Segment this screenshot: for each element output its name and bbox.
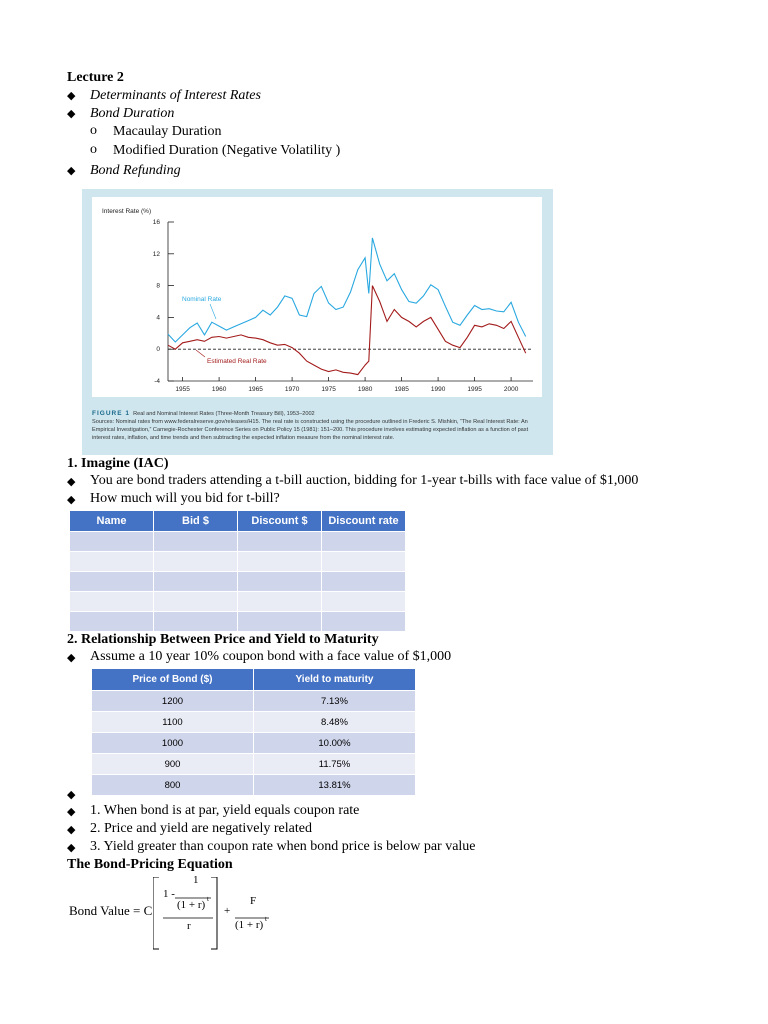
- equation-exponent: t: [207, 895, 209, 903]
- equation-one-minus: 1 -: [163, 888, 175, 900]
- col-price: Price of Bond ($): [92, 669, 254, 691]
- table-cell[interactable]: [238, 612, 322, 632]
- circle-bullet-icon: o: [90, 142, 97, 157]
- x-tick-label: 1995: [467, 386, 482, 393]
- table-cell[interactable]: [322, 532, 406, 552]
- price-yield-header: [92, 669, 416, 691]
- x-tick-label: 1970: [284, 386, 300, 393]
- yield-cell: 8.48%: [254, 712, 416, 733]
- table-row: [92, 691, 416, 712]
- col-bid: Bid $: [154, 511, 238, 532]
- topic-bond-duration: Bond Duration: [90, 106, 175, 121]
- table-cell[interactable]: [238, 572, 322, 592]
- table-cell[interactable]: [70, 552, 154, 572]
- diamond-bullet-icon: ◆: [67, 842, 76, 854]
- figure-label: FIGURE 1: [92, 410, 130, 417]
- table-cell[interactable]: [322, 552, 406, 572]
- y-axis-label: Interest Rate (%): [102, 208, 152, 215]
- col-discount: Discount $: [238, 511, 322, 532]
- table-cell[interactable]: [154, 572, 238, 592]
- point-1: 1. When bond is at par, yield equals coupon rate: [90, 803, 360, 818]
- table-cell[interactable]: [238, 592, 322, 612]
- table-cell[interactable]: [154, 552, 238, 572]
- diamond-bullet-icon: ◆: [67, 165, 76, 177]
- price-cell: 1200: [92, 691, 254, 712]
- y-tick-label: 0: [156, 346, 160, 354]
- price-cell: 800: [92, 775, 254, 796]
- figure-caption: [92, 410, 544, 442]
- x-tick-label: 1975: [321, 386, 336, 393]
- y-tick-label: -4: [154, 378, 160, 385]
- circle-bullet-icon: o: [90, 123, 97, 138]
- figure-title: Real and Nominal Interest Rates (Three-Month Treasury Bill), 1953–2002: [133, 411, 315, 417]
- equation-denominator-2: (1 + r): [235, 919, 264, 931]
- diamond-bullet-icon: ◆: [67, 494, 76, 506]
- price-cell: 1100: [92, 712, 254, 733]
- col-name: Name: [70, 511, 154, 532]
- table-cell[interactable]: [238, 552, 322, 572]
- figure-sources: Sources: Nominal rates from www.federalreserve.gov/releases/H15. The real rate is constructed using the procedure outlined in Frederic S. Mishkin, “The Real Interest Rate: An Empirical Investigation,” Carnegie-Rochester Conference Series on Public Policy 15 (1981): 151–200. This procedure involves estimating expected inflation as a function of past interest rates, inflation, and time trends and then subtracting the expected inflation measure from the nominal interest rate.: [92, 419, 529, 441]
- table-row: [70, 572, 406, 592]
- section2-heading: 2. Relationship Between Price and Yield to Maturity: [67, 632, 379, 647]
- y-tick-label: 4: [156, 314, 160, 322]
- nominal-rate-line: [168, 238, 526, 342]
- table-cell[interactable]: [70, 572, 154, 592]
- x-tick-label: 1955: [175, 386, 190, 393]
- table-cell[interactable]: [70, 592, 154, 612]
- table-row: [92, 712, 416, 733]
- subtopic-macaulay: Macaulay Duration: [113, 124, 222, 139]
- equation-r: r: [187, 920, 191, 932]
- nominal-rate-label: Nominal Rate: [182, 296, 222, 303]
- equation-F: F: [250, 895, 257, 907]
- table-row: [70, 532, 406, 552]
- price-cell: 1000: [92, 733, 254, 754]
- table-cell[interactable]: [322, 572, 406, 592]
- page-title: Lecture 2: [67, 70, 124, 85]
- topic-bond-refunding: Bond Refunding: [90, 163, 181, 178]
- equation-denominator: (1 + r): [177, 899, 206, 911]
- table-row: [92, 733, 416, 754]
- table-row: [70, 612, 406, 632]
- real-rate-label: Estimated Real Rate: [207, 358, 267, 365]
- table-row: [92, 775, 416, 796]
- y-tick-label: 8: [156, 282, 160, 290]
- real-rate-leader: [196, 350, 205, 357]
- x-tick-label: 1985: [394, 386, 409, 393]
- diamond-bullet-icon: ◆: [67, 108, 76, 120]
- point-3: 3. Yield greater than coupon rate when bond price is below par value: [90, 839, 476, 854]
- x-tick-label: 1990: [430, 386, 446, 393]
- table-cell[interactable]: [154, 532, 238, 552]
- price-yield-table: [92, 669, 416, 795]
- table-row: [70, 592, 406, 612]
- diamond-bullet-icon: ◆: [67, 476, 76, 488]
- section1-heading: 1. Imagine (IAC): [67, 456, 169, 471]
- chart-panel: [92, 197, 542, 397]
- table-cell[interactable]: [322, 592, 406, 612]
- equation-heading: The Bond-Pricing Equation: [67, 857, 233, 872]
- table-cell[interactable]: [70, 612, 154, 632]
- interest-rate-figure: [82, 189, 553, 455]
- y-tick-label: 12: [152, 250, 160, 258]
- topic-determinants: Determinants of Interest Rates: [90, 88, 261, 103]
- yield-cell: 13.81%: [254, 775, 416, 796]
- yield-cell: 11.75%: [254, 754, 416, 775]
- section1-bullet-2: How much will you bid for t-bill?: [90, 491, 280, 506]
- price-cell: 900: [92, 754, 254, 775]
- table-cell[interactable]: [238, 532, 322, 552]
- equation-lhs: Bond Value = C: [69, 903, 153, 918]
- diamond-bullet-icon: ◆: [67, 824, 76, 836]
- diamond-bullet-icon: ◆: [67, 789, 76, 801]
- section1-bullet-1: You are bond traders attending a t-bill auction, bidding for 1-year t-bills with face value of $1,000: [90, 473, 639, 488]
- diamond-bullet-icon: ◆: [67, 652, 76, 664]
- table-cell[interactable]: [154, 592, 238, 612]
- point-2: 2. Price and yield are negatively related: [90, 821, 312, 836]
- nominal-rate-leader: [210, 304, 216, 319]
- x-tick-label: 1960: [211, 386, 227, 393]
- yield-cell: 10.00%: [254, 733, 416, 754]
- table-cell[interactable]: [70, 532, 154, 552]
- table-cell[interactable]: [154, 612, 238, 632]
- x-tick-label: 2000: [503, 386, 519, 393]
- col-yield: Yield to maturity: [254, 669, 416, 691]
- x-tick-label: 1965: [248, 386, 263, 393]
- section2-bullet: Assume a 10 year 10% coupon bond with a face value of $1,000: [90, 649, 452, 664]
- x-tick-label: 1980: [357, 386, 373, 393]
- bid-table-header: [70, 511, 406, 532]
- table-row: [92, 754, 416, 775]
- equation-exponent-2: t: [265, 915, 267, 923]
- equation-plus: +: [224, 905, 231, 917]
- bid-table: [70, 511, 406, 631]
- table-row: [70, 552, 406, 572]
- equation-numerator: 1: [193, 874, 199, 886]
- interest-rate-chart: [92, 197, 542, 397]
- table-cell[interactable]: [322, 612, 406, 632]
- diamond-bullet-icon: ◆: [67, 90, 76, 102]
- y-tick-label: 16: [152, 219, 160, 226]
- col-discount-rate: Discount rate: [322, 511, 406, 532]
- subtopic-modified: Modified Duration (Negative Volatility ): [113, 143, 341, 158]
- diamond-bullet-icon: ◆: [67, 806, 76, 818]
- bond-pricing-equation: [67, 873, 287, 953]
- yield-cell: 7.13%: [254, 691, 416, 712]
